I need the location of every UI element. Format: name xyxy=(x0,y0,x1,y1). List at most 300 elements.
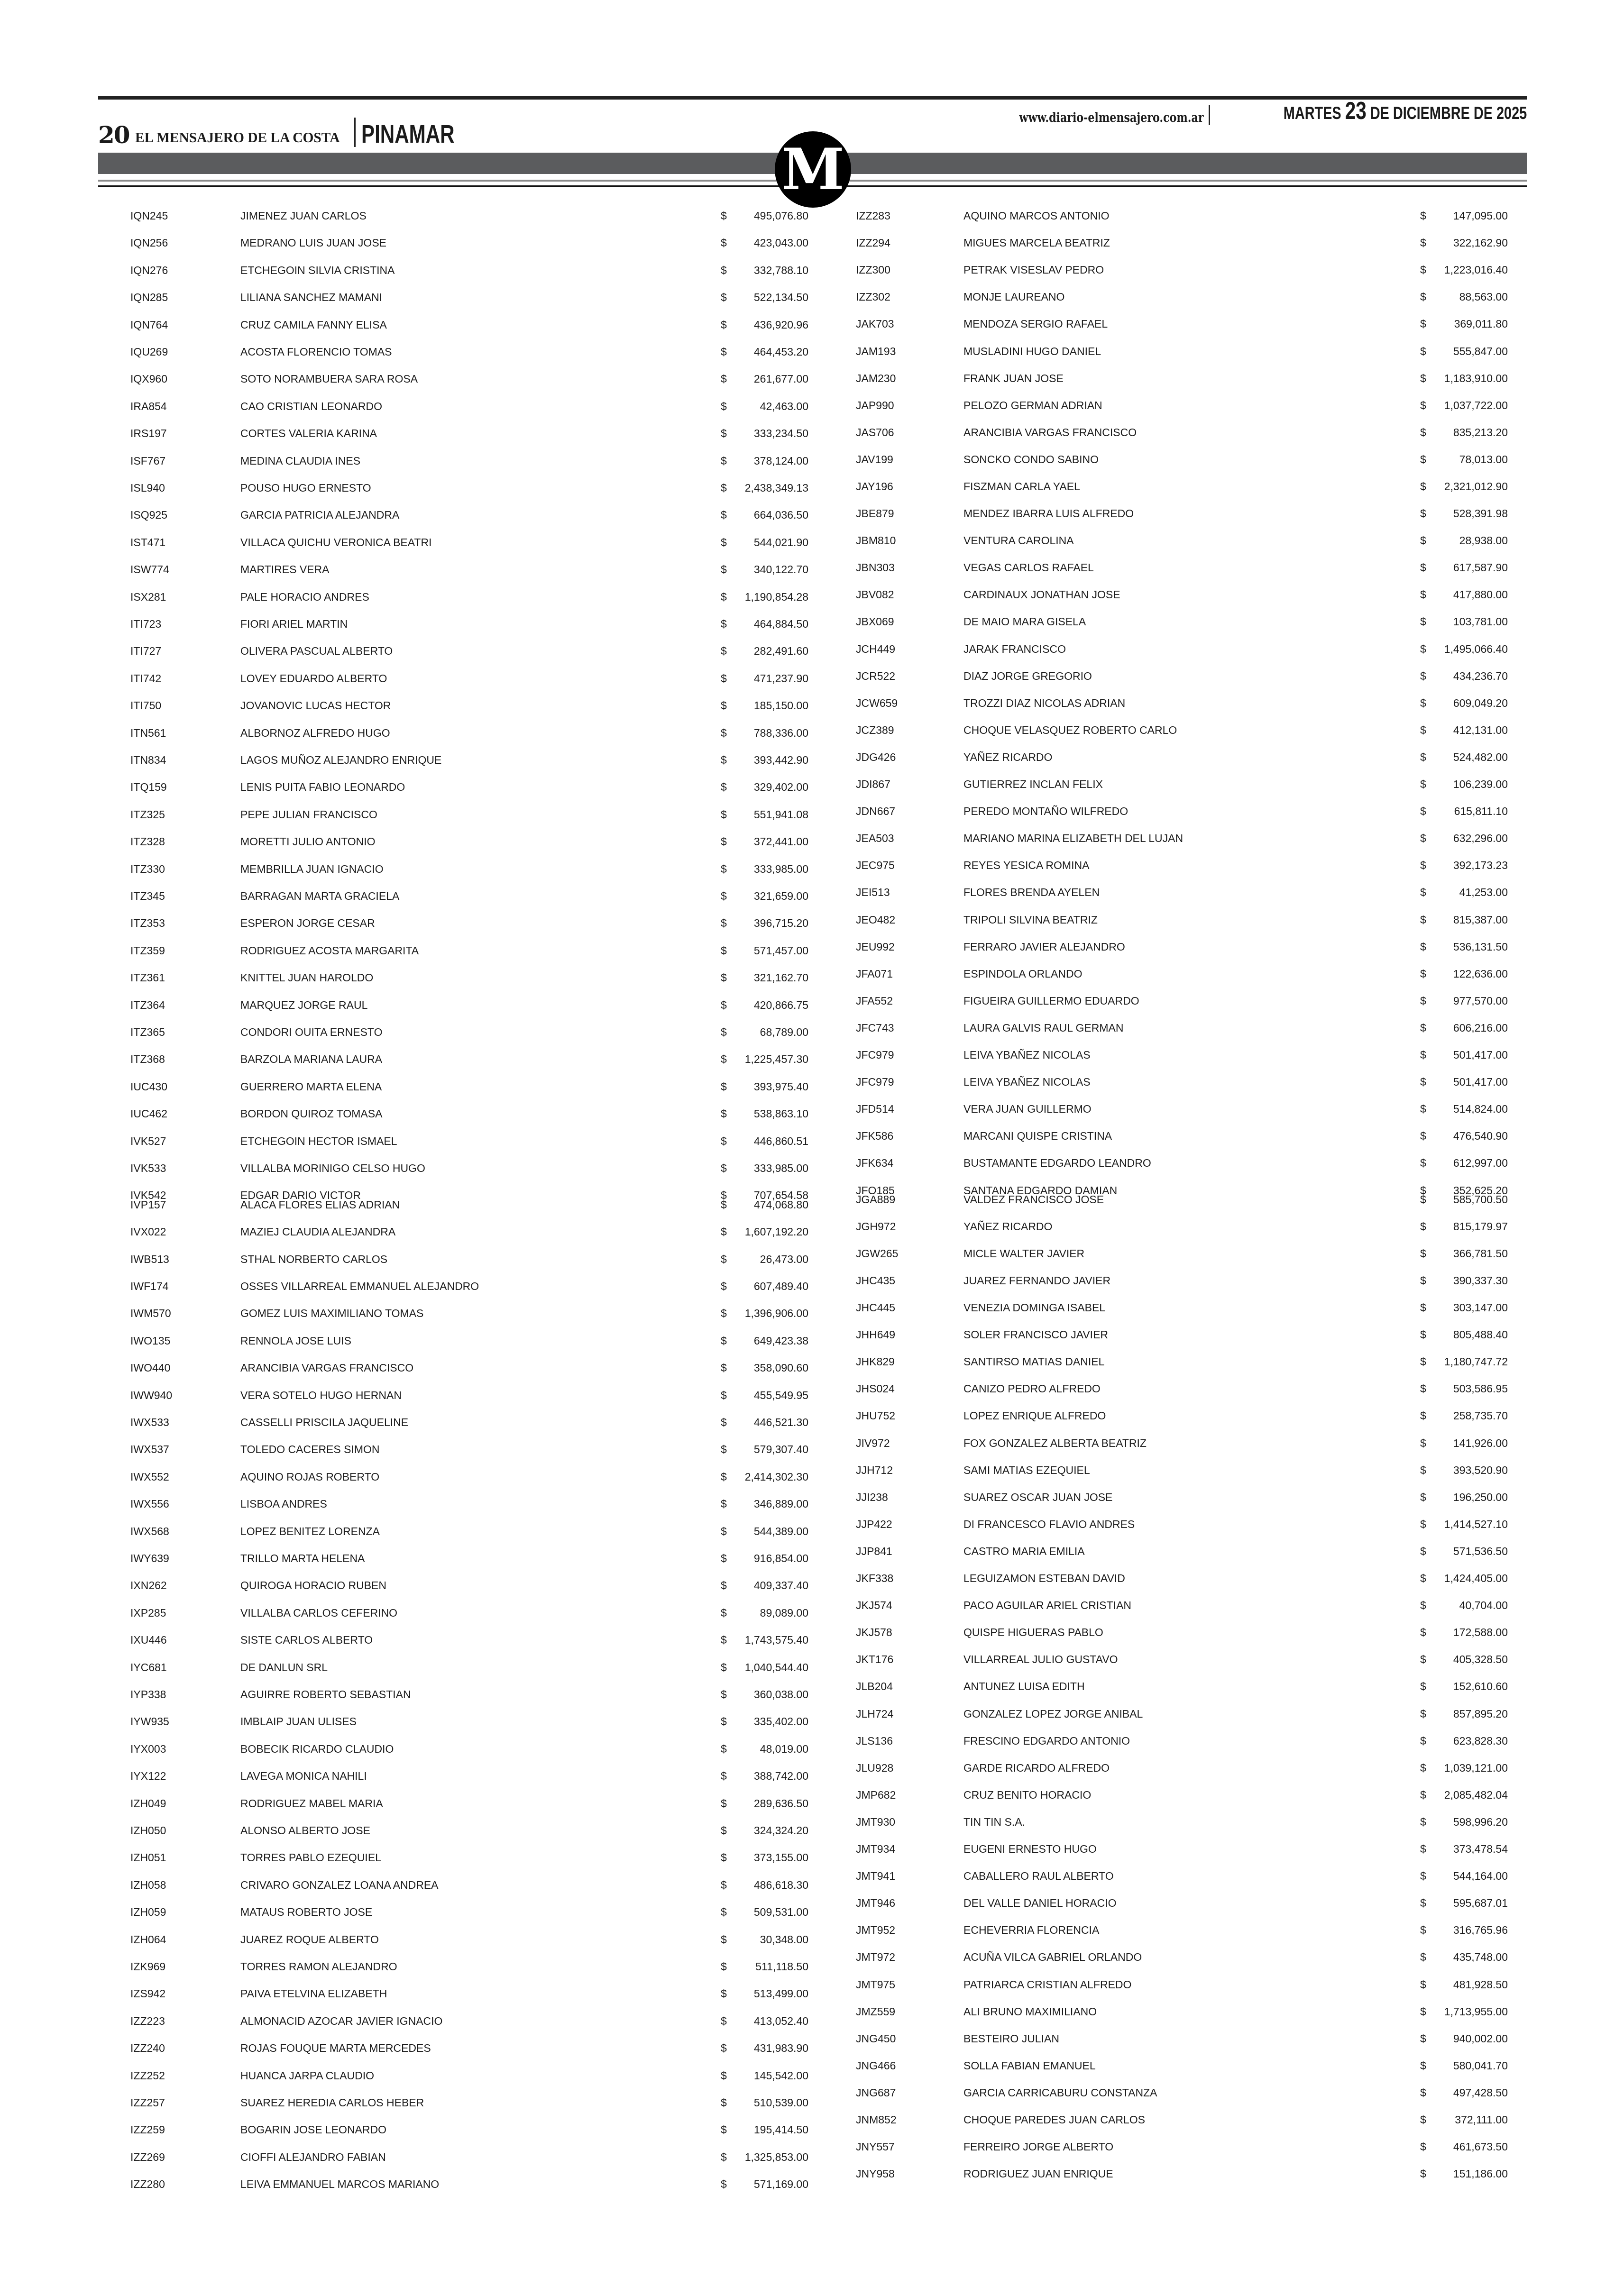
table-row xyxy=(856,1298,1520,1317)
table-row xyxy=(130,2012,818,2031)
currency-symbol: $ xyxy=(721,1280,727,1292)
currency-symbol: $ xyxy=(721,1162,727,1174)
owner-name: BOBECIK RICARDO CLAUDIO xyxy=(240,1743,394,1755)
debt-amount: 68,789.00 xyxy=(760,1026,808,1038)
table-row xyxy=(856,1244,1520,1263)
table-row xyxy=(130,1494,818,1513)
owner-name: JUAREZ FERNANDO JAVIER xyxy=(963,1274,1111,1287)
website-link[interactable]: www.diario-elmensajero.com.ar xyxy=(1019,110,1204,125)
debt-amount: 623,828.30 xyxy=(1453,1735,1508,1747)
owner-name: SUAREZ HEREDIA CARLOS HEBER xyxy=(240,2096,424,2109)
currency-symbol: $ xyxy=(1420,210,1426,222)
owner-name: ROJAS FOUQUE MARTA MERCEDES xyxy=(240,2042,431,2054)
table-row xyxy=(130,1050,818,1069)
owner-name: ESPERON JORGE CESAR xyxy=(240,917,375,929)
currency-symbol: $ xyxy=(721,1906,727,1918)
date-day: 23 xyxy=(1345,97,1367,125)
table-row xyxy=(130,1549,818,1568)
plate-code: ITI742 xyxy=(130,672,162,685)
table-row xyxy=(130,1104,818,1123)
debt-amount: 464,884.50 xyxy=(753,618,808,630)
currency-symbol: $ xyxy=(721,2042,727,2054)
plate-code: JKJ574 xyxy=(856,1599,892,1611)
plate-code: JMT972 xyxy=(856,1951,896,1963)
plate-code: IZZ302 xyxy=(856,291,890,303)
table-row xyxy=(856,1153,1520,1172)
table-row xyxy=(856,369,1520,388)
currency-symbol: $ xyxy=(721,863,727,875)
currency-symbol: $ xyxy=(1420,264,1426,276)
debt-amount: 282,491.60 xyxy=(753,645,808,657)
owner-name: QUISPE HIGUERAS PABLO xyxy=(963,1626,1103,1638)
plate-code: ITZ328 xyxy=(130,835,165,848)
plate-code: JDI867 xyxy=(856,778,890,790)
plate-code: IZZ259 xyxy=(130,2123,165,2136)
owner-name: CASSELLI PRISCILA JAQUELINE xyxy=(240,1416,409,1428)
table-row xyxy=(130,424,818,443)
owner-name: ACUÑA VILCA GABRIEL ORLANDO xyxy=(963,1951,1142,1963)
table-row xyxy=(130,1794,818,1813)
table-row xyxy=(130,1685,818,1704)
debt-amount: 579,307.40 xyxy=(753,1443,808,1455)
date-month-year: DE DICIEMBRE DE 2025 xyxy=(1370,103,1527,123)
plate-code: ISL940 xyxy=(130,482,165,494)
owner-name: REYES YESICA ROMINA xyxy=(963,859,1090,871)
table-row xyxy=(856,1045,1520,1064)
owner-name: KNITTEL JUAN HAROLDO xyxy=(240,971,374,984)
debt-amount: 544,021.90 xyxy=(753,536,808,549)
plate-code: ITZ364 xyxy=(130,999,165,1011)
table-row xyxy=(130,832,818,851)
owner-name: BORDON QUIROZ TOMASA xyxy=(240,1107,383,1120)
owner-name: MENDEZ IBARRA LUIS ALFREDO xyxy=(963,507,1134,520)
table-row xyxy=(130,641,818,660)
plate-code: IYW935 xyxy=(130,1715,169,1728)
table-row xyxy=(130,1603,818,1622)
table-row xyxy=(856,1271,1520,1290)
debt-amount: 321,162.70 xyxy=(753,971,808,984)
owner-name: GUERRERO MARTA ELENA xyxy=(240,1080,382,1093)
debt-amount: 707,654.58 xyxy=(753,1189,808,1201)
currency-symbol: $ xyxy=(721,2123,727,2136)
owner-name: TORRES RAMON ALEJANDRO xyxy=(240,1960,397,1973)
plate-code: IVK527 xyxy=(130,1135,166,1147)
currency-symbol: $ xyxy=(1420,615,1426,628)
owner-name: DIAZ JORGE GREGORIO xyxy=(963,670,1092,682)
debt-amount: 486,618.30 xyxy=(753,1879,808,1891)
currency-symbol: $ xyxy=(1420,1897,1426,1909)
debt-amount: 393,442.90 xyxy=(753,754,808,766)
owner-name: ARANCIBIA VARGAS FRANCISCO xyxy=(240,1362,414,1374)
plate-code: IZH049 xyxy=(130,1797,166,1810)
currency-symbol: $ xyxy=(1420,697,1426,709)
owner-name: PEPE JULIAN FRANCISCO xyxy=(240,808,377,821)
plate-code: IVP157 xyxy=(130,1198,166,1211)
debt-amount: 977,570.00 xyxy=(1453,995,1508,1007)
currency-symbol: $ xyxy=(721,971,727,984)
debt-amount: 474,068.80 xyxy=(753,1198,808,1211)
plate-code: JGW265 xyxy=(856,1247,899,1260)
debt-amount: 476,540.90 xyxy=(1453,1130,1508,1142)
owner-name: CANIZO PEDRO ALFREDO xyxy=(963,1382,1101,1395)
plate-code: JCH449 xyxy=(856,643,896,655)
plate-code: JFK634 xyxy=(856,1157,894,1169)
currency-symbol: $ xyxy=(1420,1409,1426,1422)
owner-name: MIGUES MARCELA BEATRIZ xyxy=(963,237,1110,249)
debt-amount: 2,414,302.30 xyxy=(744,1471,808,1483)
plate-code: IYX003 xyxy=(130,1743,166,1755)
plate-code: JGA889 xyxy=(856,1193,896,1206)
plate-code: IWX552 xyxy=(130,1471,169,1483)
plate-code: JAS706 xyxy=(856,426,894,439)
plate-code: JFC979 xyxy=(856,1049,894,1061)
plate-code: JMP682 xyxy=(856,1789,896,1801)
plate-code: ISF767 xyxy=(130,455,166,467)
currency-symbol: $ xyxy=(1420,507,1426,520)
owner-name: MEMBRILLA JUAN IGNACIO xyxy=(240,863,384,875)
table-row xyxy=(856,1352,1520,1371)
plate-code: JCW659 xyxy=(856,697,898,709)
table-row xyxy=(856,1596,1520,1615)
debt-amount: 41,253.00 xyxy=(1459,886,1508,898)
owner-name: TROZZI DIAZ NICOLAS ADRIAN xyxy=(963,697,1126,709)
currency-symbol: $ xyxy=(1420,1735,1426,1747)
currency-symbol: $ xyxy=(1420,1870,1426,1882)
table-row xyxy=(856,748,1520,767)
debt-amount: 1,713,955.00 xyxy=(1444,2005,1508,2018)
debt-amount: 346,889.00 xyxy=(753,1498,808,1510)
table-row xyxy=(856,1542,1520,1561)
owner-name: MENDOZA SERGIO RAFAEL xyxy=(963,318,1108,330)
owner-name: ECHEVERRIA FLORENCIA xyxy=(963,1924,1100,1936)
debt-amount: 333,985.00 xyxy=(753,863,808,875)
debt-amount: 481,928.50 xyxy=(1453,1978,1508,1991)
table-row xyxy=(856,2083,1520,2102)
plate-code: JHC435 xyxy=(856,1274,896,1287)
currency-symbol: $ xyxy=(721,237,727,249)
table-row xyxy=(856,1866,1520,1885)
plate-code: JAM193 xyxy=(856,345,896,357)
masthead-left xyxy=(98,119,481,147)
currency-symbol: $ xyxy=(1420,968,1426,980)
table-row xyxy=(856,991,1520,1010)
debt-amount: 373,155.00 xyxy=(753,1851,808,1864)
owner-name: SOTO NORAMBUERA SARA ROSA xyxy=(240,373,418,385)
plate-code: IZZ300 xyxy=(856,264,890,276)
currency-symbol: $ xyxy=(721,1443,727,1455)
debt-amount: 329,402.00 xyxy=(753,781,808,793)
currency-symbol: $ xyxy=(721,1933,727,1946)
owner-name: LENIS PUITA FABIO LEONARDO xyxy=(240,781,405,793)
table-row xyxy=(130,1957,818,1976)
debt-amount: 571,457.00 xyxy=(753,944,808,957)
table-row xyxy=(856,504,1520,523)
plate-code: IST471 xyxy=(130,536,166,549)
currency-symbol: $ xyxy=(721,1879,727,1891)
plate-code: IQN764 xyxy=(130,319,168,331)
plate-code: JMT946 xyxy=(856,1897,896,1909)
plate-code: IRA854 xyxy=(130,400,167,412)
currency-symbol: $ xyxy=(721,1661,727,1674)
table-row xyxy=(856,802,1520,821)
currency-symbol: $ xyxy=(1420,1301,1426,1314)
debt-amount: 544,164.00 xyxy=(1453,1870,1508,1882)
debt-amount: 2,085,482.04 xyxy=(1444,1789,1508,1801)
currency-symbol: $ xyxy=(1420,1130,1426,1142)
table-row xyxy=(856,1894,1520,1912)
debt-amount: 393,975.40 xyxy=(753,1080,808,1093)
table-row xyxy=(856,721,1520,740)
debt-amount: 28,938.00 xyxy=(1459,534,1508,547)
owner-name: ETCHEGOIN HECTOR ISMAEL xyxy=(240,1135,397,1147)
currency-symbol: $ xyxy=(1420,1653,1426,1665)
currency-symbol: $ xyxy=(721,1960,727,1973)
debt-amount: 571,169.00 xyxy=(753,2178,808,2190)
debt-amount: 316,765.96 xyxy=(1453,1924,1508,1936)
debt-amount: 2,438,349.13 xyxy=(744,482,808,494)
plate-code: JAP990 xyxy=(856,399,894,412)
debt-amount: 145,542.00 xyxy=(753,2069,808,2082)
debt-amount: 1,223,016.40 xyxy=(1444,264,1508,276)
owner-name: PETRAK VISESLAV PEDRO xyxy=(963,264,1104,276)
plate-code: IQN276 xyxy=(130,264,168,276)
currency-symbol: $ xyxy=(1420,1437,1426,1449)
owner-name: CRUZ CAMILA FANNY ELISA xyxy=(240,319,387,331)
currency-symbol: $ xyxy=(1420,1572,1426,1584)
owner-name: MAZIEJ CLAUDIA ALEJANDRA xyxy=(240,1226,396,1238)
debt-amount: 261,677.00 xyxy=(753,373,808,385)
plate-code: JFC979 xyxy=(856,1076,894,1088)
debt-amount: 595,687.01 xyxy=(1453,1897,1508,1909)
debt-amount: 1,190,854.28 xyxy=(744,591,808,603)
plate-code: IWY639 xyxy=(130,1552,169,1564)
currency-symbol: $ xyxy=(721,346,727,358)
owner-name: AGUIRRE ROBERTO SEBASTIAN xyxy=(240,1688,411,1701)
table-row xyxy=(130,2120,818,2139)
table-row xyxy=(856,531,1520,550)
currency-symbol: $ xyxy=(721,455,727,467)
owner-name: PAIVA ETELVINA ELIZABETH xyxy=(240,1987,387,2000)
plate-code: JAM230 xyxy=(856,372,896,384)
table-row xyxy=(856,1515,1520,1534)
debt-amount: 615,811.10 xyxy=(1454,805,1508,817)
table-row xyxy=(130,1132,818,1151)
debt-amount: 788,336.00 xyxy=(753,727,808,739)
table-row xyxy=(130,1848,818,1867)
debt-amount: 366,781.50 xyxy=(1453,1247,1508,1260)
debt-amount: 40,704.00 xyxy=(1459,1599,1508,1611)
plate-code: JNM852 xyxy=(856,2113,897,2126)
debt-amount: 396,715.20 xyxy=(753,917,808,929)
owner-name: VENEZIA DOMINGA ISABEL xyxy=(963,1301,1106,1314)
plate-code: ISQ925 xyxy=(130,509,167,521)
currency-symbol: $ xyxy=(1420,1274,1426,1287)
table-row xyxy=(856,1785,1520,1804)
table-row xyxy=(130,805,818,824)
table-row xyxy=(856,1948,1520,1967)
owner-name: CARDINAUX JONATHAN JOSE xyxy=(963,588,1120,601)
owner-name: FRANK JUAN JOSE xyxy=(963,372,1064,384)
debt-amount: 857,895.20 xyxy=(1453,1708,1508,1720)
masthead-divider xyxy=(1209,105,1210,125)
table-row xyxy=(130,1630,818,1649)
currency-symbol: $ xyxy=(721,1362,727,1374)
currency-symbol: $ xyxy=(721,1743,727,1755)
owner-name: GONZALEZ LOPEZ JORGE ANIBAL xyxy=(963,1708,1143,1720)
debt-amount: 152,610.60 xyxy=(1453,1680,1508,1692)
table-row xyxy=(130,614,818,633)
owner-name: CABALLERO RAUL ALBERTO xyxy=(963,1870,1114,1882)
plate-code: JFO185 xyxy=(856,1184,895,1197)
table-row xyxy=(856,775,1520,794)
debt-amount: 455,549.95 xyxy=(753,1389,808,1401)
table-row xyxy=(856,1217,1520,1236)
plate-code: IZH051 xyxy=(130,1851,166,1864)
plate-code: IWX556 xyxy=(130,1498,169,1510)
plate-code: IWO440 xyxy=(130,1362,171,1374)
section-title: PINAMAR xyxy=(361,120,455,148)
debt-amount: 405,328.50 xyxy=(1453,1653,1508,1665)
table-row xyxy=(856,477,1520,496)
plate-code: IWB513 xyxy=(130,1253,169,1265)
plate-code: IZZ269 xyxy=(130,2151,165,2163)
table-row xyxy=(130,1821,818,1840)
table-row xyxy=(856,2137,1520,2156)
owner-name: RODRIGUEZ ACOSTA MARGARITA xyxy=(240,944,419,957)
debt-amount: 431,983.90 xyxy=(753,2042,808,2054)
debt-amount: 495,076.80 xyxy=(753,210,808,222)
owner-name: VERA JUAN GUILLERMO xyxy=(963,1103,1092,1115)
plate-code: JJI238 xyxy=(856,1491,888,1503)
owner-name: BESTEIRO JULIAN xyxy=(963,2032,1059,2045)
owner-name: MARCANI QUISPE CRISTINA xyxy=(963,1130,1112,1142)
debt-amount: 141,926.00 xyxy=(1453,1437,1508,1449)
table-row xyxy=(130,1739,818,1758)
table-row xyxy=(856,640,1520,659)
table-row xyxy=(130,2093,818,2112)
plate-code: JAY196 xyxy=(856,480,893,493)
debt-amount: 617,587.90 xyxy=(1453,561,1508,574)
plate-code: IZZ257 xyxy=(130,2096,165,2109)
plate-code: IZZ280 xyxy=(130,2178,165,2190)
debt-amount: 461,673.50 xyxy=(1453,2140,1508,2153)
plate-code: JEC975 xyxy=(856,859,895,871)
debt-amount: 352,625.20 xyxy=(1453,1184,1508,1197)
currency-symbol: $ xyxy=(1420,453,1426,466)
owner-name: DE DANLUN SRL xyxy=(240,1661,328,1674)
table-row xyxy=(856,1379,1520,1398)
owner-name: BUSTAMANTE EDGARDO LEANDRO xyxy=(963,1157,1151,1169)
plate-code: JMT952 xyxy=(856,1924,896,1936)
plate-code: JBV082 xyxy=(856,588,894,601)
plate-code: JFA552 xyxy=(856,995,893,1007)
owner-name: SOLER FRANCISCO JAVIER xyxy=(963,1328,1109,1341)
currency-symbol: $ xyxy=(1420,1247,1426,1260)
table-row xyxy=(130,1159,818,1178)
currency-symbol: $ xyxy=(721,618,727,630)
owner-name: LOVEY EDUARDO ALBERTO xyxy=(240,672,387,685)
plate-code: IZH050 xyxy=(130,1824,166,1837)
currency-symbol: $ xyxy=(1420,2168,1426,2180)
owner-name: CIOFFI ALEJANDRO FABIAN xyxy=(240,2151,386,2163)
debt-amount: 324,324.20 xyxy=(753,1824,808,1837)
table-row xyxy=(130,860,818,878)
currency-symbol: $ xyxy=(721,1080,727,1093)
debt-amount: 524,482.00 xyxy=(1453,751,1508,763)
table-row xyxy=(856,1812,1520,1831)
owner-name: SOLLA FABIAN EMANUEL xyxy=(963,2059,1096,2072)
currency-symbol: $ xyxy=(721,1389,727,1401)
plate-code: IWX533 xyxy=(130,1416,169,1428)
debt-amount: 333,985.00 xyxy=(753,1162,808,1174)
owner-name: ALBORNOZ ALFREDO HUGO xyxy=(240,727,390,739)
owner-name: PALE HORACIO ANDRES xyxy=(240,591,369,603)
owner-name: POUSO HUGO ERNESTO xyxy=(240,482,371,494)
table-row xyxy=(130,1331,818,1350)
plate-code: JLH724 xyxy=(856,1708,894,1720)
plate-code: JKT176 xyxy=(856,1653,894,1665)
debt-amount: 815,387.00 xyxy=(1453,914,1508,926)
currency-symbol: $ xyxy=(1420,643,1426,655)
owner-name: ANTUNEZ LUISA EDITH xyxy=(963,1680,1085,1692)
owner-name: GARDE RICARDO ALFREDO xyxy=(963,1762,1110,1774)
plate-code: JLB204 xyxy=(856,1680,893,1692)
debt-amount: 303,147.00 xyxy=(1453,1301,1508,1314)
currency-symbol: $ xyxy=(721,1226,727,1238)
currency-symbol: $ xyxy=(721,1198,727,1211)
owner-name: LOPEZ BENITEZ LORENZA xyxy=(240,1525,380,1537)
currency-symbol: $ xyxy=(1420,2140,1426,2153)
plate-code: JGH972 xyxy=(856,1220,896,1233)
plate-code: IZZ294 xyxy=(856,237,890,249)
debt-amount: 632,296.00 xyxy=(1453,832,1508,844)
currency-symbol: $ xyxy=(1420,941,1426,953)
plate-code: IZZ252 xyxy=(130,2069,165,2082)
debt-amount: 417,880.00 xyxy=(1453,588,1508,601)
currency-symbol: $ xyxy=(1420,237,1426,249)
table-row xyxy=(130,941,818,960)
currency-symbol: $ xyxy=(1420,291,1426,303)
table-row xyxy=(856,1731,1520,1750)
debt-amount: 369,011.80 xyxy=(1454,318,1508,330)
debt-amount: 172,588.00 xyxy=(1453,1626,1508,1638)
owner-name: RODRIGUEZ MABEL MARIA xyxy=(240,1797,383,1810)
plate-code: ITN834 xyxy=(130,754,166,766)
table-row xyxy=(856,1099,1520,1118)
debt-amount: 1,495,066.40 xyxy=(1444,643,1508,655)
table-row xyxy=(856,1704,1520,1723)
table-row xyxy=(130,1413,818,1432)
plate-code: JMT934 xyxy=(856,1843,896,1855)
currency-symbol: $ xyxy=(1420,1762,1426,1774)
currency-symbol: $ xyxy=(1420,995,1426,1007)
currency-symbol: $ xyxy=(1420,670,1426,682)
owner-name: VILLACA QUICHU VERONICA BEATRI xyxy=(240,536,432,549)
owner-name: VILLALBA MORINIGO CELSO HUGO xyxy=(240,1162,425,1174)
plate-code: IZH058 xyxy=(130,1879,166,1891)
owner-name: LEIVA EMMANUEL MARCOS MARIANO xyxy=(240,2178,440,2190)
plate-code: JJP841 xyxy=(856,1545,892,1557)
debt-amount: 390,337.30 xyxy=(1453,1274,1508,1287)
currency-symbol: $ xyxy=(721,427,727,439)
debt-amount: 412,131.00 xyxy=(1453,724,1508,736)
table-row xyxy=(130,1440,818,1459)
plate-code: IQN245 xyxy=(130,210,168,222)
table-row xyxy=(130,1386,818,1405)
currency-symbol: $ xyxy=(721,563,727,576)
table-row xyxy=(130,342,818,361)
debt-amount: 1,037,722.00 xyxy=(1444,399,1508,412)
